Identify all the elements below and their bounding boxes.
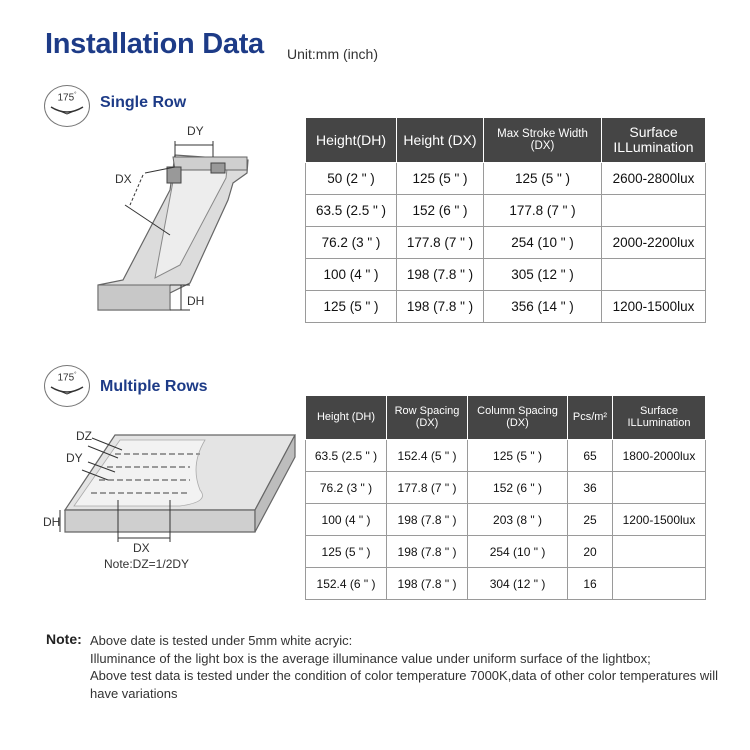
table-cell: 198 (7.8 " ) [387, 568, 468, 600]
table-cell: 50 (2 " ) [306, 163, 397, 195]
table-row [306, 227, 706, 259]
multiple-rows-table [305, 395, 706, 600]
table-cell: 125 (5 " ) [484, 163, 602, 195]
table-cell: 198 (7.8 " ) [387, 504, 468, 536]
column-header: Row Spacing (DX) [387, 396, 468, 440]
unit-label: Unit:mm (inch) [287, 46, 379, 62]
beam-angle-icon [45, 104, 89, 120]
degree-symbol: ° [74, 372, 77, 378]
table-cell: 125 (5 " ) [306, 291, 397, 323]
table-cell: 125 (5 " ) [397, 163, 484, 195]
dy-label: DY [66, 451, 83, 465]
table-cell: 304 (12 " ) [468, 568, 568, 600]
note-label: Note: [46, 631, 82, 647]
column-header: Height (DH) [306, 396, 387, 440]
table-row [306, 472, 706, 504]
table-cell: 305 (12 " ) [484, 259, 602, 291]
diagram-note: Note:DZ=1/2DY [104, 557, 190, 571]
table-cell: 125 (5 " ) [468, 440, 568, 472]
table-cell: 63.5 (2.5 " ) [306, 195, 397, 227]
note-line: Above test data is tested under the condition of color temperature 7000K,data of other color temperatures will have variations [90, 668, 718, 701]
table-row [306, 504, 706, 536]
table-cell: 254 (10 " ) [484, 227, 602, 259]
note-text [90, 632, 730, 702]
table-cell: 63.5 (2.5 " ) [306, 440, 387, 472]
dh-label: DH [187, 294, 205, 308]
beam-angle-icon [45, 384, 89, 400]
table-cell: 16 [568, 568, 613, 600]
table-cell: 198 (7.8 " ) [387, 536, 468, 568]
table-cell: 2000-2200lux [602, 227, 706, 259]
page-title: Installation Data [45, 28, 264, 60]
column-header: Max Stroke Width (DX) [484, 118, 602, 163]
table-cell: 152.4 (5 " ) [387, 440, 468, 472]
table-cell: 1200-1500lux [602, 291, 706, 323]
table-cell [613, 536, 706, 568]
note-line: Above date is tested under 5mm white acryic: [90, 633, 353, 648]
table-cell [602, 259, 706, 291]
table-row [306, 291, 706, 323]
table-cell: 20 [568, 536, 613, 568]
table-cell: 152 (6 " ) [468, 472, 568, 504]
column-header: Column Spacing (DX) [468, 396, 568, 440]
degree-symbol: ° [74, 92, 77, 98]
table-cell: 152 (6 " ) [397, 195, 484, 227]
table-cell: 125 (5 " ) [306, 536, 387, 568]
single-row-diagram [95, 115, 305, 320]
table-cell: 356 (14 " ) [484, 291, 602, 323]
angle-value: 175 [57, 92, 75, 104]
table-cell: 100 (4 " ) [306, 504, 387, 536]
table-cell: 36 [568, 472, 613, 504]
table-cell: 152.4 (6 " ) [306, 568, 387, 600]
dy-label: DY [187, 124, 204, 138]
angle-value: 175 [57, 372, 75, 384]
multiple-rows-diagram [40, 420, 302, 580]
table-row [306, 195, 706, 227]
table-cell [602, 195, 706, 227]
dh-label: DH [43, 515, 61, 529]
table-cell: 203 (8 " ) [468, 504, 568, 536]
column-header: Height (DX) [397, 118, 484, 163]
table-cell: 1200-1500lux [613, 504, 706, 536]
table-cell: 25 [568, 504, 613, 536]
viewing-angle-badge [44, 365, 90, 407]
single-row-table [305, 117, 706, 323]
table-cell: 254 (10 " ) [468, 536, 568, 568]
table-cell: 65 [568, 440, 613, 472]
table-cell: 100 (4 " ) [306, 259, 397, 291]
table-row [306, 536, 706, 568]
table-cell [613, 472, 706, 504]
table-cell: 76.2 (3 " ) [306, 227, 397, 259]
table-cell: 76.2 (3 " ) [306, 472, 387, 504]
table-row [306, 163, 706, 195]
single-row-title: Single Row [100, 94, 187, 111]
column-header: Surface ILLumination [602, 118, 706, 163]
table-header-row [306, 118, 706, 163]
table-row [306, 568, 706, 600]
table-cell: 177.8 (7 " ) [484, 195, 602, 227]
viewing-angle-badge [44, 85, 90, 127]
dx-label: DX [133, 541, 150, 555]
table-cell: 1800-2000lux [613, 440, 706, 472]
dz-label: DZ [76, 429, 92, 443]
table-header-row [306, 396, 706, 440]
table-cell: 177.8 (7 " ) [397, 227, 484, 259]
table-cell [613, 568, 706, 600]
column-header: Pcs/m² [568, 396, 613, 440]
table-cell: 198 (7.8 " ) [397, 291, 484, 323]
table-cell: 2600-2800lux [602, 163, 706, 195]
column-header: Surface ILLumination [613, 396, 706, 440]
column-header: Height(DH) [306, 118, 397, 163]
multiple-rows-title: Multiple Rows [100, 378, 208, 395]
table-row [306, 440, 706, 472]
dx-label: DX [115, 172, 132, 186]
note-line: Illuminance of the light box is the average illuminance value under uniform surface of the lightbox; [90, 650, 651, 666]
table-cell: 198 (7.8 " ) [397, 259, 484, 291]
table-row [306, 259, 706, 291]
table-cell: 177.8 (7 " ) [387, 472, 468, 504]
